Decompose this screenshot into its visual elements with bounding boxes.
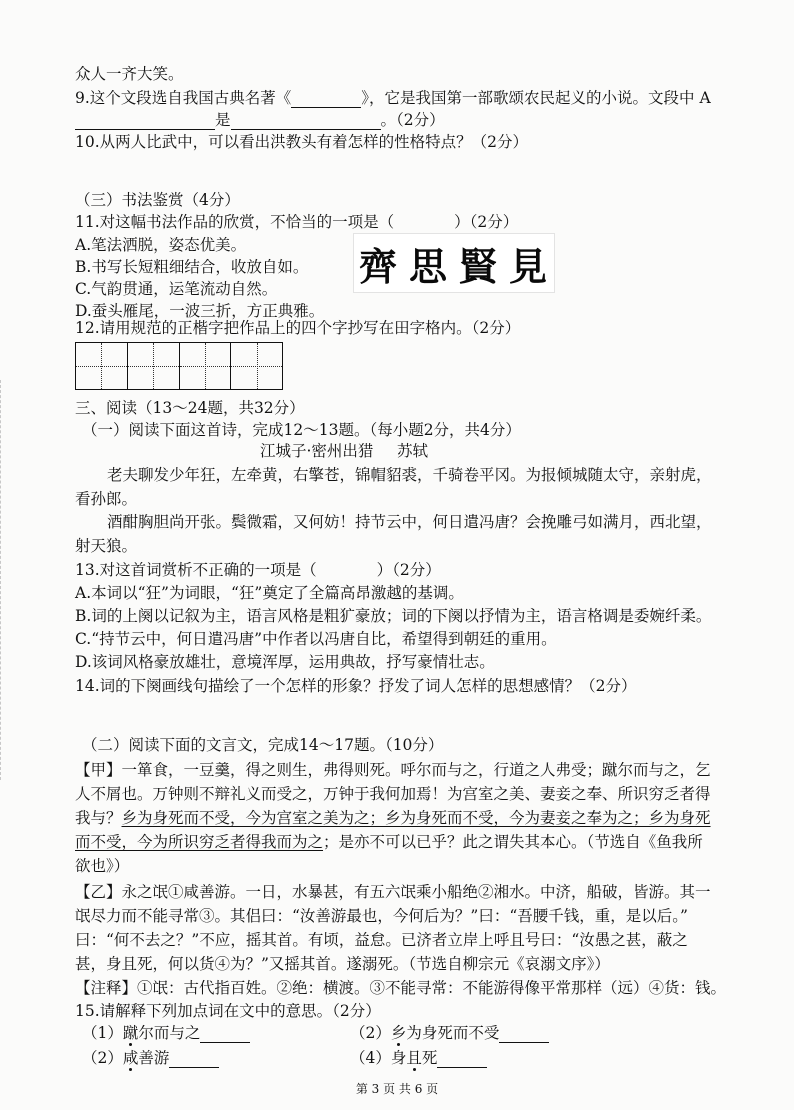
- question-13: 13.对这首词赏析不正确的一项是（ ）（2分）: [75, 561, 441, 579]
- answer-blank[interactable]: [169, 1051, 219, 1068]
- answer-blank[interactable]: [437, 1051, 487, 1068]
- question-11: 11.对这幅书法作品的欣赏，不恰当的一项是（ ）（2分）: [75, 213, 519, 231]
- poem-line: 老夫聊发少年狂，左牵黄，右擎苍，锦帽貂裘，千骑卷平冈。为报倾城随太守，亲射虎，: [107, 466, 712, 484]
- underlined-sentence: 乡为身死而不受，今为宫室之美为之；乡为身死而不受，今为妻妾之奉为之；乡为身死: [121, 809, 711, 827]
- calligraphy-image: [353, 233, 555, 293]
- section-calligraphy: （三）书法鉴赏（4分）: [75, 191, 240, 209]
- answer-blank[interactable]: [291, 91, 361, 108]
- question-15-item-4: （4）身且死: [350, 1048, 487, 1068]
- dotted-word: 乡: [390, 1024, 407, 1042]
- dotted-word: 咸: [122, 1049, 139, 1067]
- question-15-item-3: （2）咸善游: [82, 1048, 219, 1068]
- option-13d: D.该词风格豪放雄壮，意境浑厚，运用典故，抒写豪情壮志。: [75, 653, 495, 671]
- grid-cell[interactable]: [180, 343, 232, 389]
- answer-blank[interactable]: [499, 1026, 549, 1043]
- question-14: 14.词的下阕画线句描绘了一个怎样的形象？抒发了词人怎样的思想感情？（2分）: [75, 677, 637, 695]
- question-10: 10.从两人比武中，可以看出洪教头有着怎样的性格特点？（2分）: [75, 133, 529, 151]
- passage-yi-line: 【乙】永之氓①咸善游。一日，水暴甚，有五六氓乘小船绝②湘水。中济，船破，皆游。其一: [75, 883, 711, 901]
- option-13a: A.本词以“狂”为词眼，“狂”奠定了全篇高昂激越的基调。: [75, 584, 464, 602]
- question-9-cont: 是 。（2分）: [75, 110, 445, 130]
- question-9: 9.这个文段选自我国古典名著《 》，它是我国第一部歌颂农民起义的小说。文段中 A: [75, 89, 711, 107]
- passage-yi-line: 甚，身且死，何以货④为？”又摇其首。遂溺死。（节选自柳宗元《哀溺文序》）: [75, 955, 610, 973]
- calligraphy-char: 見: [508, 243, 549, 289]
- option-11d: D.蚕头雁尾，一波三折，方正典雅。: [75, 302, 325, 320]
- underlined-sentence: 而不受，今为所识穷乏者得我而为之: [75, 833, 324, 851]
- option-13c: C.“持节云中，何日遣冯唐”中作者以冯唐自比，希望得到朝廷的重用。: [75, 630, 557, 648]
- annotation-note: 【注释】①氓：古代指百姓。②绝：横渡。③不能寻常：不能游得像平常那样（远）④货：钱。: [75, 979, 727, 997]
- passage-jia-line: 欲也》）: [75, 857, 130, 875]
- passage-jia-line: 【甲】一箪食，一豆羹，得之则生，弗得则死。呼尔而与之，行道之人弗受；蹴尔而与之，乞: [75, 761, 711, 779]
- answer-blank[interactable]: [75, 113, 215, 130]
- grid-cell[interactable]: [128, 343, 180, 389]
- answer-blank[interactable]: [231, 113, 381, 130]
- option-11c: C.气韵贯通，运笔流动自然。: [75, 280, 278, 298]
- option-11b: B.书写长短粗细结合，收放自如。: [75, 258, 309, 276]
- poem-line: 看孙郎。: [75, 490, 138, 508]
- passage-yi-line: 氓尽力而不能寻常③。其侣曰：“汝善游最也，今何后为？”曰：“吾腰千钱，重，是以后。”: [75, 907, 688, 925]
- passage-jia-line: 人不屑也。万钟则不辩礼义而受之，万钟于我何加焉！为宫室之美、妻妾之奉、所识穷乏者得: [75, 785, 711, 803]
- passage-yi-line: 曰：“何不去之？”不应，摇其首。有顷，益怠。已济者立岸上呼且号曰：“汝愚之甚，蔽之: [75, 931, 688, 949]
- poem-title: 江城子·密州出猎: [260, 442, 374, 460]
- question-15-item-1: （1）蹴尔而与之: [82, 1023, 250, 1043]
- poem-author: 苏轼: [397, 442, 429, 460]
- option-11a: A.笔法洒脱，姿态优美。: [75, 236, 247, 254]
- passage-jia-line: 而不受，今为所识穷乏者得我而为之；是亦不可以已乎？此之谓失其本心。（节选自《鱼我所: [75, 833, 703, 851]
- option-13b: B.词的上阕以记叙为主，语言风格是粗犷豪放；词的下阕以抒情为主，语言格调是委婉纤柔。: [75, 607, 712, 625]
- grid-cell[interactable]: [231, 343, 282, 389]
- calligraphy-char: 齊: [358, 243, 399, 289]
- calligraphy-char: 賢: [458, 243, 499, 289]
- reading-1-heading: （一）阅读下面这首诗，完成12～13题。（每小题2分，共4分）: [82, 421, 521, 439]
- passage-jia-line: 我与？乡为身死而不受，今为宫室之美为之；乡为身死而不受，今为妻妾之奉为之；乡为身死: [75, 809, 711, 827]
- poem-line: 酒酣胸胆尚开张。鬓微霜，又何妨！持节云中，何日遣冯唐？会挽雕弓如满月，西北望，: [107, 513, 712, 531]
- reading-2-heading: （二）阅读下面的文言文，完成14～17题。（10分）: [82, 736, 444, 754]
- dotted-word: 蹴: [122, 1024, 139, 1042]
- binding-margin: [0, 380, 5, 780]
- poem-line: 射天狼。: [75, 537, 138, 555]
- calligraphy-char: 思: [408, 243, 449, 289]
- page-footer: 第 3 页 共 6 页: [355, 1082, 439, 1096]
- answer-blank[interactable]: [200, 1026, 250, 1043]
- grid-cell[interactable]: [76, 343, 128, 389]
- question-15-item-2: （2）乡为身死而不受: [350, 1023, 549, 1043]
- text-line: 众人一齐大笑。: [75, 65, 184, 83]
- question-12: 12.请用规范的正楷字把作品上的四个字抄写在田字格内。（2分）: [75, 319, 521, 337]
- question-15: 15.请解释下列加点词在文中的意思。（2分）: [75, 1002, 381, 1020]
- dotted-word: 且: [406, 1049, 422, 1067]
- part-3-heading: 三、阅读（13～24题，共32分）: [75, 399, 305, 417]
- tianzige-grid: [75, 342, 283, 390]
